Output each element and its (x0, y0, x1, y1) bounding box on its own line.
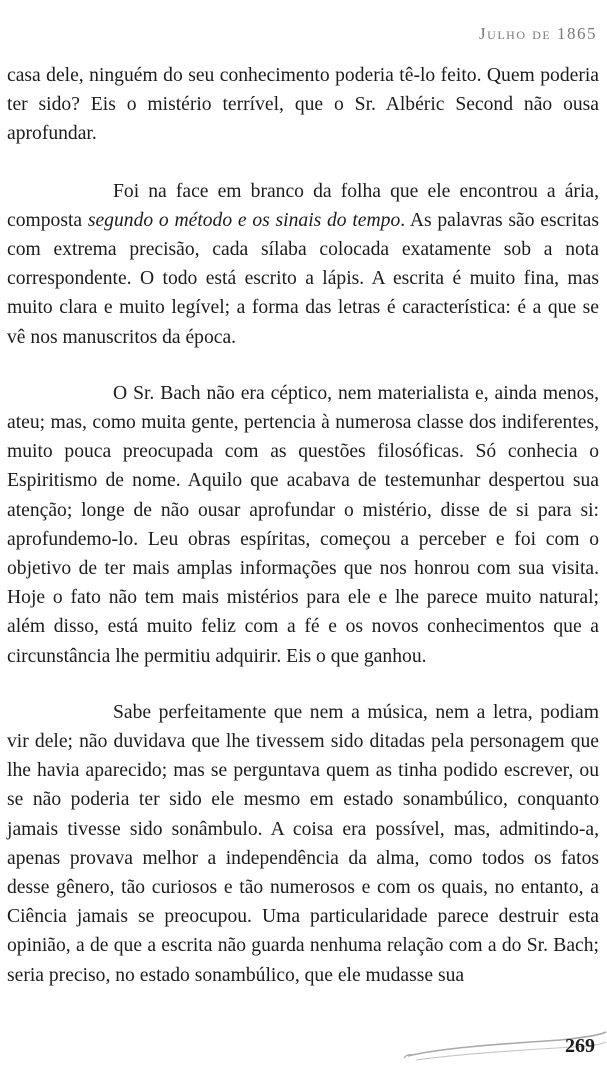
paragraph-bach: O Sr. Bach não era céptico, nem materialista e, ainda menos, ateu; mas, como muita gente, pertencia à numerosa classe dos indiferentes, muito pouca preocupada com as questões filosóficas. Só conhecia o Espiritismo de nome. Aquilo que acabava de testemunhar despertou sua atenção; longe de não ousar aprofundar o mistério, disse de si para si: aprofundemo-lo. Leu obras espíritas, começou a perceber e foi com o objetivo de ter mais amplas informações que nos honrou com sua visita. Hoje o fato não tem mais mistérios para ele e lhe parece muito natural; além disso, está muito feliz com a fé e os novos conhecimentos que a circunstância lhe permitiu adquirir. Eis o que ganhou. (7, 382, 599, 667)
paragraph-aria (7, 177, 599, 352)
paragraph-aria-after: . As palavras são escritas com extrema precisão, cada sílaba colocada exatamente sob a nota correspondente. O todo está escrito a lápis. A escrita é muito fina, mas muito clara e muito legível; a forma das letras é característica: é a que se vê nos manuscritos da época. (7, 209, 600, 348)
paragraph-music: Sabe perfeitamente que nem a música, nem a letra, podiam vir dele; não duvidava que lhe tivessem sido ditadas pela personagem que lhe havia aparecido; mas se perguntava quem as tinha podido escrever, ou se não poderia ter sido ele mesmo em estado sonambúlico, conquanto jamais tivesse sido sonâmbulo. A coisa era possível, mas, admitindo-a, apenas provava melhor a independência da alma, como todos os fatos desse gênero, tão curiosos e tão numerosos e com os quais, no entanto, a Ciência jamais se preocupou. Uma particularidade parece destruir esta opinião, a de que a escrita não guarda nenhuma relação com a do Sr. Bach; seria preciso, no estado sonambúlico, que ele mudasse sua (7, 701, 599, 986)
paragraph-continuation: casa dele, ninguém do seu conhecimento poderia tê-lo feito. Quem poderia ter sido? Eis o mistério terrível, que o Sr. Albéric Second não ousa aprofundar. (7, 65, 599, 145)
page-number: 269 (565, 1035, 595, 1057)
text-body (7, 61, 599, 1017)
paragraph-aria-italic: segundo o método e os sinais do tempo (87, 209, 401, 231)
paragraph-aria-before: Foi na face em branco da folha que ele encontrou a ária, composta (7, 180, 599, 231)
swoosh-ornament-icon (0, 1020, 607, 1072)
running-header: Julho de 1865 (479, 24, 597, 43)
page-footer (0, 1020, 607, 1072)
